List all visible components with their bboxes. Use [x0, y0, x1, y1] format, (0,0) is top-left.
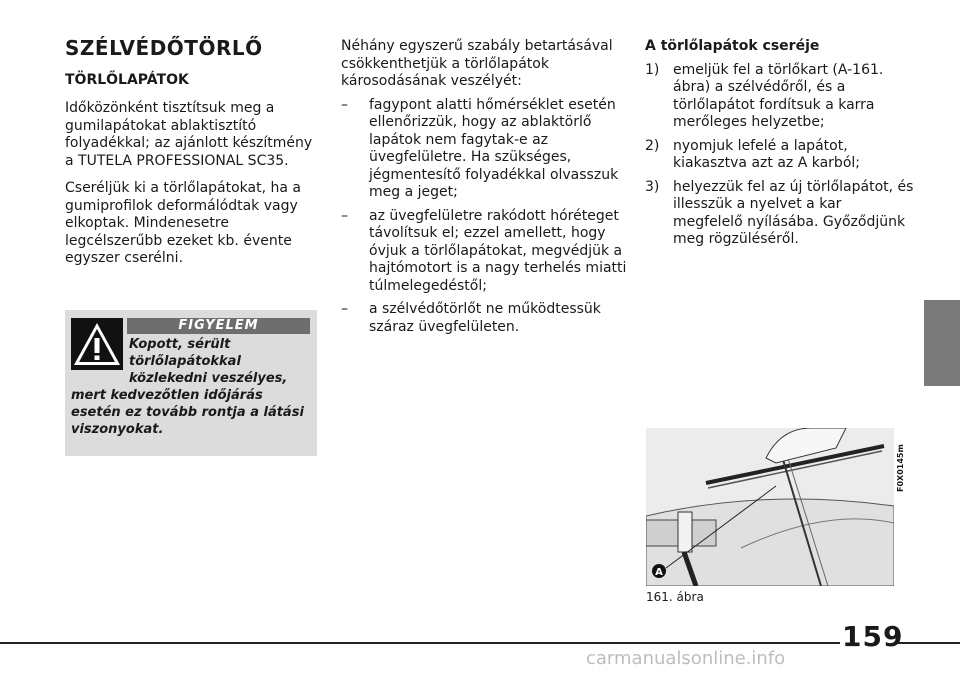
warning-box	[65, 310, 317, 456]
figure-wiper-illustration	[646, 428, 894, 586]
list-item: 2) nyomjuk lefelé a lapátot, kiakasztva azt az A karból;	[645, 137, 860, 171]
list-item: 3) helyezzük fel az új törlőlapátot, és illesszük a nyelvet a kar megfelelő nyílásába. Győződjünk meg rögzüléséről.	[645, 178, 914, 247]
procedure-title: A törlőlapátok cseréje	[645, 38, 820, 54]
section-tab	[924, 300, 960, 386]
column-left	[65, 100, 325, 268]
figure-code: F0X0145m	[896, 444, 905, 492]
column-right	[645, 38, 915, 255]
warning-text: Kopott, sérült törlőlapátokkal közlekedni veszélyes, mert kedvezőtlen időjárás esetén ez tovább rontja a látási viszonyokat.	[71, 337, 304, 437]
list-item: – fagypont alatti hőmérséklet esetén ellenőrizzük, hogy az ablaktörlő lapátok nem fagytak-e az üvegfelületre. Ha szükséges, jégmentesítő folyadékkal olvasszuk meg a jeget;	[341, 96, 619, 200]
watermark: carmanualsonline.info	[586, 648, 786, 669]
paragraph-replace: Cseréljük ki a törlőlapátokat, ha a gumiprofilok deformálódtak vagy elkoptak. Mindenesetre legcélszerűbb ezeket kb. évente egyszer cserélni.	[65, 180, 301, 266]
footer-rule-right	[898, 642, 960, 644]
column-middle	[341, 38, 631, 342]
figure-caption: 161. ábra	[646, 590, 704, 604]
footer-rule-left	[0, 642, 840, 644]
list-item: – a szélvédőtörlőt ne működtessük száraz üvegfelületen.	[341, 301, 601, 335]
warning-title: FIGYELEM	[127, 318, 310, 334]
rules-intro: Néhány egyszerű szabály betartásával csökkenthetjük a törlőlapátok károsodásának veszélyét:	[341, 38, 613, 89]
paragraph-cleaning: Időközönként tisztítsuk meg a gumilapátokat ablaktisztító folyadékkal; az ajánlott készítmény a TUTELA PROFESSIONAL SC35.	[65, 100, 313, 169]
list-item: 1) emeljük fel a törlőkart (A-161. ábra) a szélvédőről, és a törlőlapátot fordítsuk a karra merőleges helyzetbe;	[645, 61, 884, 130]
page-number: 159	[842, 620, 904, 653]
callout-a: A	[655, 567, 663, 578]
list-item: – az üvegfelületre rakódott hóréteget távolítsuk el; ezzel amellett, hogy óvjuk a törlőlapátokat, megvédjük a hajtómotort is a nagy terhelés miatti túlmelegedéstől;	[341, 207, 627, 294]
subsection-title: TÖRLŐLAPÁTOK	[65, 72, 189, 88]
section-title: SZÉLVÉDŐTÖRLŐ	[65, 36, 263, 60]
